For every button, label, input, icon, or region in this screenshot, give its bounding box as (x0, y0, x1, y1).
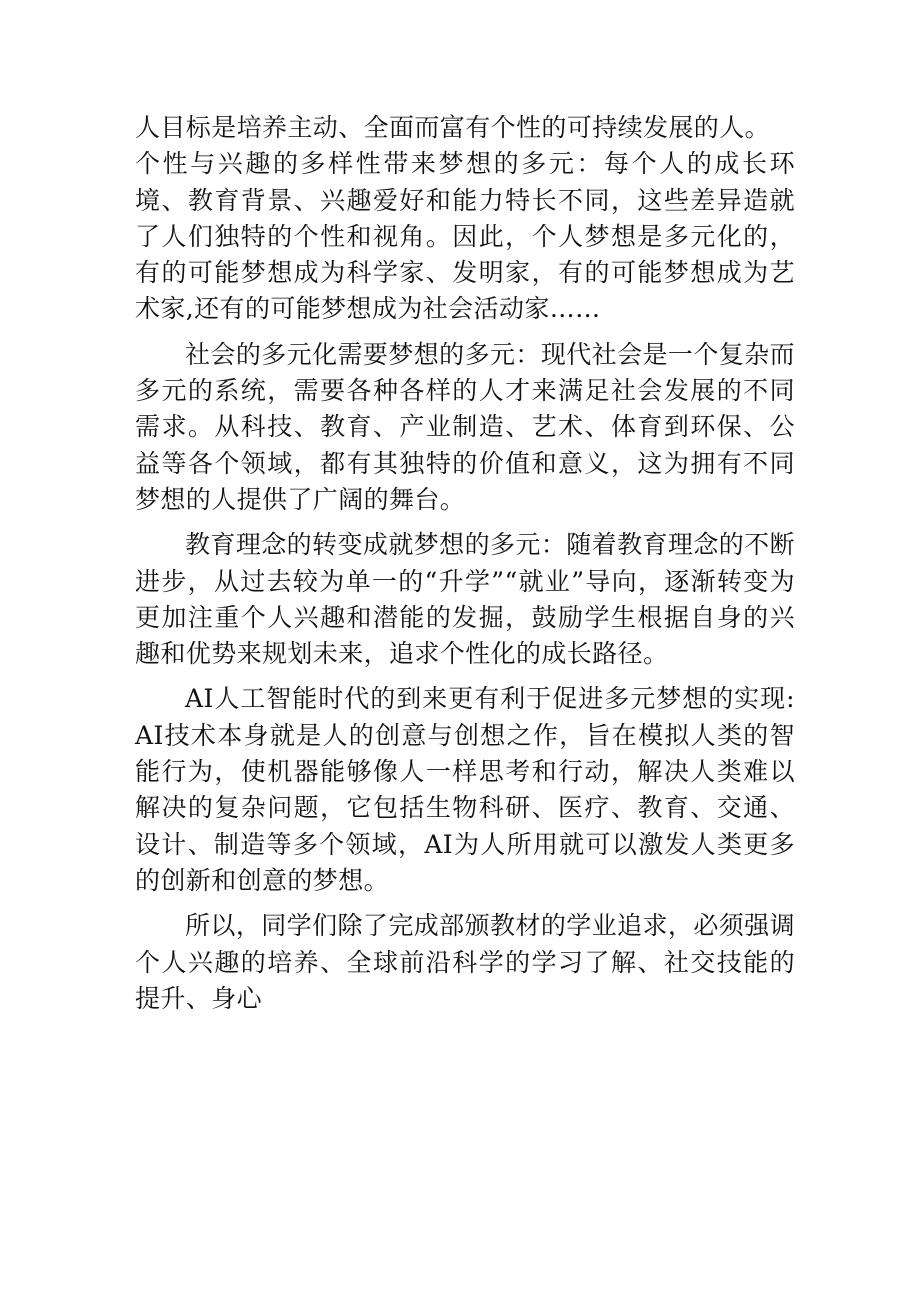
paragraph-3: 社会的多元化需要梦想的多元：现代社会是一个复杂而多元的系统，需要各种各样的人才来满足社会发展的不同需求。从科技、教育、产业制造、艺术、体育到环保、公益等各个领域，都有其独特的价值和意义，这为拥有不同梦想的人提供了广阔的舞台。 (135, 339, 795, 514)
paragraph-1: 人目标是培养主动、全面而富有个性的可持续发展的人。 (135, 113, 771, 142)
paragraph-2: 个性与兴趣的多样性带来梦想的多元：每个人的成长环境、教育背景、兴趣爱好和能力特长不同，这些差异造就了人们独特的个性和视角。因此，个人梦想是多元化的，有的可能梦想成为科学家、发明家，有的可能梦想成为艺术家,还有的可能梦想成为社会活动家…… (135, 149, 795, 324)
document-body (135, 110, 795, 1017)
paragraph-5: AI人工智能时代的到来更有利于促进多元梦想的实现:AI技术本身就是人的创意与创想之作，旨在模拟人类的智能行为，使机器能够像人一样思考和行动，解决人类难以解决的复杂问题，它包括生物科研、医疗、教育、交通、设计、制造等多个领域，AI为人所用就可以激发人类更多的创新和创意的梦想。 (135, 684, 795, 895)
paragraph-6: 所以，同学们除了完成部颁教材的学业追求，必须强调个人兴趣的培养、全球前沿科学的学习了解、社交技能的提升、身心 (135, 911, 795, 1013)
paragraph-4: 教育理念的转变成就梦想的多元：随着教育理念的不断进步，从过去较为单一的“升学”“就业”导向，逐渐转变为更加注重个人兴趣和潜能的发掘，鼓励学生根据自身的兴趣和优势来规划未来，追求个性化的成长路径。 (135, 530, 795, 669)
